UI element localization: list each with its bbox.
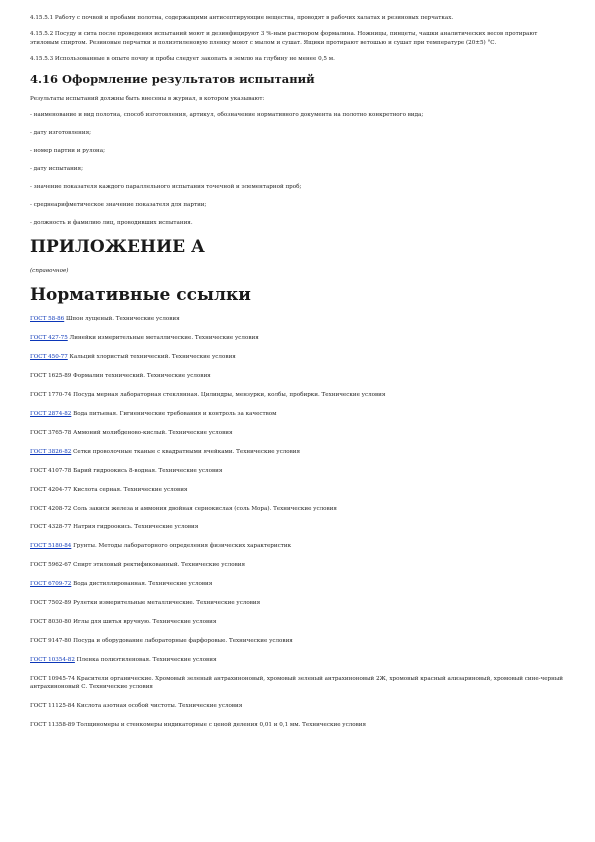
section-intro: Результаты испытаний должны быть внесены в журнал, в котором указывают:: [30, 95, 265, 102]
reference-title: Посуда мерная лабораторная стеклянная. Цилиндры, мензурки, колбы, пробирки. Технические условия: [71, 392, 386, 399]
reference-code-link[interactable]: ГОСТ 5180-84: [30, 543, 72, 550]
reference-code-link[interactable]: ГОСТ 450-77: [30, 354, 68, 361]
reference-code: ГОСТ 11358-89: [30, 721, 75, 728]
reference-title: Шпон лущеный. Технические условия: [64, 316, 180, 323]
references-title: Нормативные ссылки: [30, 285, 251, 306]
reference-title: Красители органические. Хромовый зеленый антрахиноновый, хромовый зеленый антрахиноновый 2Ж, хромовый красный ализариновый, хромовый сине-черный антрахиноновый С. Технические условия: [30, 675, 564, 691]
reference-row: [30, 580, 565, 588]
paragraph-4-15-5-2: 4.15.5.2 Посуду и сита после проведения испытаний моют и дезинфицируют 3 %-ным раствором формалина. Ножницы, пинцеты, чашки аналитических весов протирают этиловым спиртом. Резиновые перчатки и полиэтиленовую пленку моют с мылом и сушат. Ящики протирают ветошью и сушат при температуре (20±5) °С.: [30, 31, 538, 46]
references-list: [30, 315, 565, 729]
reference-title: Барий гидроокись 8-водная. Технические условия: [71, 467, 223, 474]
reference-row: [30, 702, 565, 710]
reference-row: [30, 486, 565, 494]
reference-title: Грунты. Методы лабораторного определения физических характеристик: [71, 543, 292, 550]
reference-code: ГОСТ 11125-84: [30, 702, 75, 709]
reference-title: Вода питьевая. Гигиенические требования и контроль за качеством: [71, 410, 277, 417]
reference-row: [30, 410, 565, 418]
reference-code: ГОСТ 7502-89: [30, 600, 72, 607]
reference-title: Формалин технический. Технические условия: [71, 373, 211, 380]
reference-title: Вода дистиллированная. Технические условия: [71, 581, 213, 588]
reference-row: [30, 334, 565, 342]
reference-row: [30, 599, 565, 607]
reference-code-link[interactable]: ГОСТ 3826-82: [30, 448, 72, 455]
reference-title: Кислота серная. Технические условия: [71, 486, 188, 493]
reference-title: Аммоний молибденово-кислый. Технические условия: [71, 429, 233, 436]
reference-row: [30, 353, 565, 361]
reference-code: ГОСТ 3765-78: [30, 429, 72, 436]
reference-row: [30, 467, 565, 475]
reference-row: [30, 523, 565, 531]
list-item: - номер партии и рулона;: [30, 148, 106, 155]
reference-row: [30, 505, 565, 513]
reference-title: Кислота азотная особой чистоты. Технические условия: [74, 702, 243, 709]
reference-row: [30, 721, 565, 729]
reference-code: ГОСТ 4208-72: [30, 505, 72, 512]
reference-code: ГОСТ 1625-89: [30, 373, 72, 380]
reference-code: ГОСТ 4204-77: [30, 486, 72, 493]
reference-title: Рулетки измерительные металлические. Технические условия: [71, 600, 261, 607]
reference-row: [30, 561, 565, 569]
paragraph-4-15-5-3: 4.15.5.3 Использованные в опыте почву и пробы следует закопать в землю на глубину не менее 0,5 м.: [30, 56, 335, 63]
reference-row: [30, 315, 565, 323]
reference-row: [30, 372, 565, 380]
reference-code: ГОСТ 4328-77: [30, 524, 72, 531]
paragraph-4-15-5-1: 4.15.5.1 Работу с почвой и пробами полотна, содержащими антисептирующие вещества, проводят в рабочих халатах и резиновых перчатках.: [30, 15, 454, 21]
reference-row: [30, 675, 565, 692]
reference-code-link[interactable]: ГОСТ 2874-82: [30, 410, 72, 417]
reference-row: [30, 542, 565, 550]
reference-row: [30, 429, 565, 437]
reference-code: ГОСТ 9147-80: [30, 637, 72, 644]
appendix-note: (справочное): [30, 268, 69, 275]
bullet-list: [30, 111, 565, 227]
list-item: - должность и фамилию лиц, проводивших испытания.: [30, 220, 193, 227]
reference-code: ГОСТ 10945-74: [30, 675, 75, 682]
appendix-title: ПРИЛОЖЕНИЕ А: [30, 237, 205, 258]
reference-title: Спирт этиловый ректификованный. Технические условия: [71, 562, 245, 569]
list-item: - дату изготовления;: [30, 130, 92, 137]
reference-title: Линейки измерительные металлические. Технические условия: [67, 335, 259, 342]
reference-title: Кальций хлористый технический. Технические условия: [67, 354, 236, 361]
reference-title: Соль закиси железа и аммония двойная сернокислая (соль Мора). Технические условия: [71, 505, 337, 512]
list-item: - дату испытания;: [30, 166, 83, 173]
section-heading: 4.16 Оформление результатов испытаний: [30, 71, 315, 86]
reference-code: ГОСТ 8030-80: [30, 618, 72, 625]
reference-title: Сетки проволочные тканые с квадратными ячейками. Технические условия: [71, 448, 301, 455]
reference-row: [30, 618, 565, 626]
list-item: - среднеарифметическое значение показателя для партии;: [30, 202, 207, 209]
reference-row: [30, 391, 565, 399]
reference-code: ГОСТ 1770-74: [30, 392, 72, 399]
reference-code-link[interactable]: ГОСТ 58-86: [30, 316, 65, 323]
reference-title: Посуда и оборудование лабораторные фарфоровые. Технические условия: [71, 637, 293, 644]
reference-title: Иглы для шитья вручную. Технические условия: [71, 618, 217, 625]
reference-row: [30, 637, 565, 645]
reference-title: Натрия гидроокись. Технические условия: [71, 524, 199, 531]
reference-title: Пленка полиэтиленовая. Технические условия: [74, 656, 217, 663]
reference-code-link[interactable]: ГОСТ 10354-82: [30, 656, 75, 663]
reference-row: [30, 656, 565, 664]
list-item: - значение показателя каждого параллельного испытания точечной и элементарной проб;: [30, 184, 302, 191]
reference-code-link[interactable]: ГОСТ 6709-72: [30, 581, 72, 588]
list-item: - наименование и вид полотна, способ изготовления, артикул, обозначение нормативного документа на полотно конкретного вида;: [30, 112, 424, 119]
reference-title: Толщиномеры и стенкомеры индикаторные с ценой деления 0,01 и 0,1 мм. Технические условия: [74, 721, 367, 728]
reference-code: ГОСТ 4107-78: [30, 467, 72, 474]
reference-code: ГОСТ 5962-67: [30, 562, 72, 569]
reference-code-link[interactable]: ГОСТ 427-75: [30, 335, 68, 342]
reference-row: [30, 448, 565, 456]
